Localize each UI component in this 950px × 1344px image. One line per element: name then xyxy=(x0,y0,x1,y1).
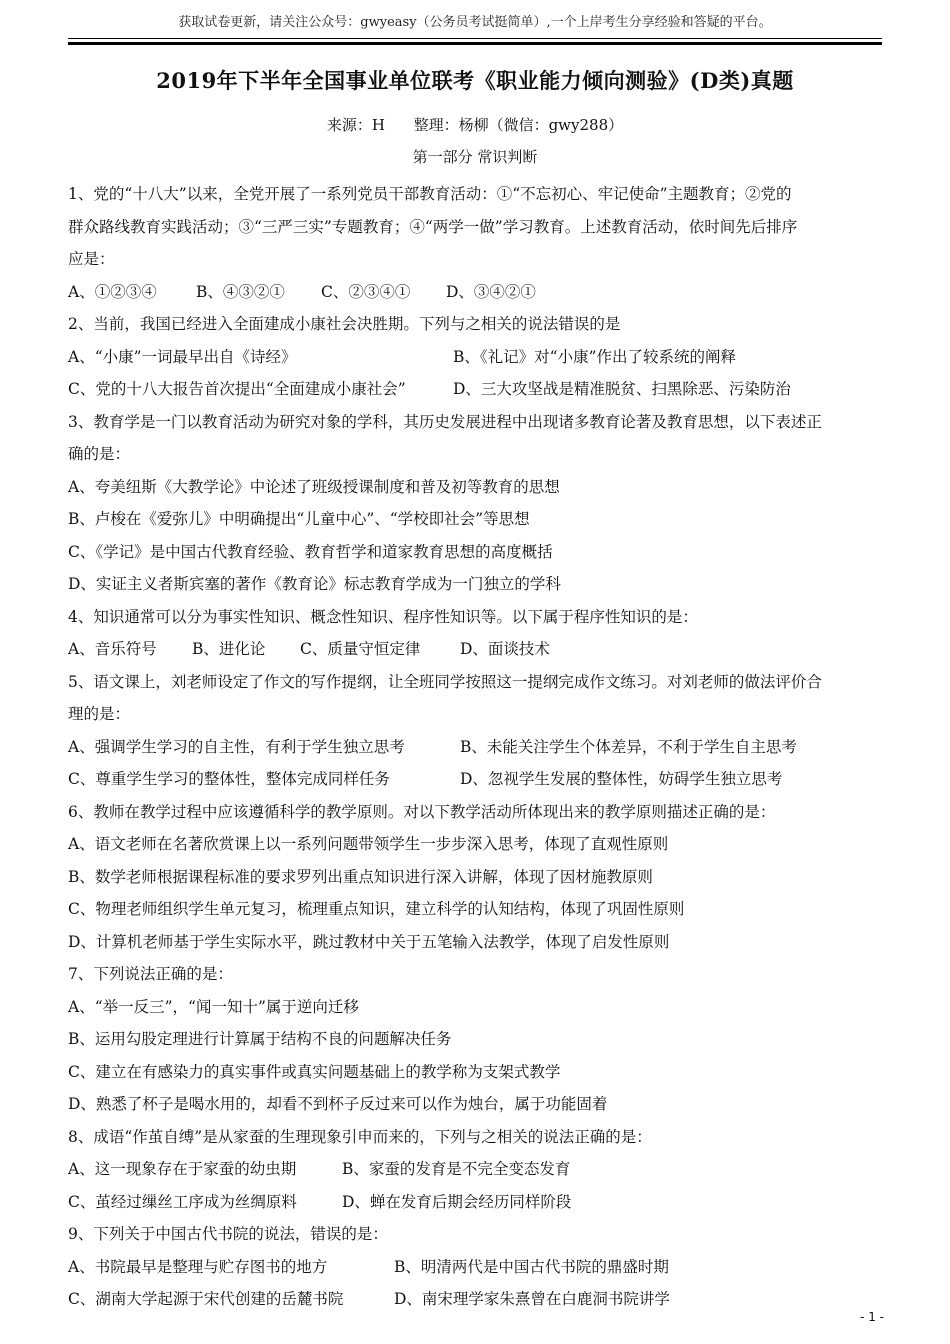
answer-option: B、卢梭在《爱弥儿》中明确提出“儿童中心”、“学校即社会”等思想 xyxy=(68,510,530,528)
answer-option: A、语文老师在名著欣赏课上以一系列问题带领学生一步步深入思考，体现了直观性原则 xyxy=(68,835,669,853)
answer-option: B、运用勾股定理进行计算属于结构不良的问题解决任务 xyxy=(68,1030,452,1048)
answer-option: D、实证主义者斯宾塞的著作《教育论》标志教育学成为一门独立的学科 xyxy=(68,575,561,593)
answer-option: D、南宋理学家朱熹曾在白鹿洞书院讲学 xyxy=(394,1290,670,1308)
answer-option: D、计算机老师基于学生实际水平，跳过教材中关于五笔输入法教学，体现了启发性原则 xyxy=(68,932,670,951)
answer-option: C、《学记》是中国古代教育经验、教育哲学和道家教育思想的高度概括 xyxy=(68,542,553,561)
option-row xyxy=(68,276,882,309)
question-9 xyxy=(68,1218,882,1316)
question-stem-line: 3、教育学是一门以教育活动为研究对象的学科，其历史发展进程中出现诸多教育论著及教育思想，以下表述正 xyxy=(68,412,822,431)
option-row xyxy=(68,926,882,959)
option-row xyxy=(68,1088,882,1121)
answer-option: C、质量守恒定律 xyxy=(300,640,421,658)
option-row xyxy=(68,731,882,764)
document-title: 2019年下半年全国事业单位联考《职业能力倾向测验》(D类)真题 xyxy=(156,68,794,93)
option-row xyxy=(68,633,882,666)
header-note: 获取试卷更新，请关注公众号：gwyeasy（公务员考试挺简单）,一个上岸考生分享经验和答疑的平台。 xyxy=(178,15,772,30)
answer-option: B、④③②① xyxy=(196,282,285,301)
page-number: - 1 - xyxy=(860,1310,884,1324)
option-row xyxy=(68,536,882,569)
question-stem-line: 确的是： xyxy=(68,445,131,463)
answer-option: A、书院最早是整理与贮存图书的地方 xyxy=(68,1257,328,1276)
answer-option: A、这一现象存在于家蚕的幼虫期 xyxy=(68,1160,297,1178)
option-row xyxy=(68,373,882,406)
option-row xyxy=(68,893,882,926)
answer-option: B、数学老师根据课程标准的要求罗列出重点知识进行深入讲解，体现了因材施教原则 xyxy=(68,867,653,886)
option-row xyxy=(68,828,882,861)
answer-option: A、“举一反三”，“闻一知十”属于逆向迁移 xyxy=(68,997,359,1016)
answer-option: A、强调学生学习的自主性，有利于学生独立思考 xyxy=(68,737,405,756)
answer-option: B、进化论 xyxy=(192,640,266,658)
question-4 xyxy=(68,601,882,666)
question-stem-line: 8、成语“作茧自缚”是从家蚕的生理现象引申而来的，下列与之相关的说法正确的是： xyxy=(68,1127,652,1146)
option-row xyxy=(68,1186,882,1219)
answer-option: A、“小康”一词最早出自《诗经》 xyxy=(68,347,297,366)
answer-option: C、党的十八大报告首次提出“全面建成小康社会” xyxy=(68,380,406,398)
question-3 xyxy=(68,406,882,601)
answer-option: A、①②③④ xyxy=(68,282,157,301)
answer-option: C、尊重学生学习的整体性，整体完成同样任务 xyxy=(68,770,390,788)
source-line: 来源：H 整理：杨柳（微信：gwy288） xyxy=(326,116,624,134)
answer-option: C、湖南大学起源于宋代创建的岳麓书院 xyxy=(68,1290,344,1308)
header-rule-thin xyxy=(68,38,882,39)
answer-option: D、面谈技术 xyxy=(460,640,550,658)
answer-option: A、夸美纽斯《大教学论》中论述了班级授课制度和普及初等教育的思想 xyxy=(68,477,560,496)
answer-option: C、茧经过缫丝工序成为丝绸原料 xyxy=(68,1192,297,1211)
question-stem-line: 2、当前，我国已经进入全面建成小康社会决胜期。下列与之相关的说法错误的是 xyxy=(68,315,621,333)
option-row xyxy=(68,1023,882,1056)
option-row xyxy=(68,1283,882,1316)
option-row xyxy=(68,1153,882,1186)
question-stem-line: 5、语文课上，刘老师设定了作文的写作提纲，让全班同学按照这一提纲完成作文练习。对刘老师的做法评价合 xyxy=(68,672,822,691)
question-2 xyxy=(68,308,882,406)
answer-option: D、忽视学生发展的整体性，妨碍学生独立思考 xyxy=(460,770,783,788)
question-8 xyxy=(68,1121,882,1219)
question-stem-line: 理的是： xyxy=(68,705,131,723)
option-row xyxy=(68,1056,882,1089)
question-stem-line: 4、知识通常可以分为事实性知识、概念性知识、程序性知识等。以下属于程序性知识的是： xyxy=(68,607,698,626)
answer-option: D、三大攻坚战是精准脱贫、扫黑除恶、污染防治 xyxy=(453,380,791,398)
answer-option: B、《礼记》对“小康”作出了较系统的阐释 xyxy=(453,347,736,366)
answer-option: A、音乐符号 xyxy=(68,640,157,658)
answer-option: D、熟悉了杯子是喝水用的，却看不到杯子反过来可以作为烛台，属于功能固着 xyxy=(68,1095,608,1113)
question-5 xyxy=(68,666,882,796)
questions-body xyxy=(68,178,882,1316)
answer-option: C、建立在有感染力的真实事件或真实问题基础上的教学称为支架式教学 xyxy=(68,1062,561,1081)
question-1 xyxy=(68,178,882,308)
option-row xyxy=(68,341,882,374)
option-row xyxy=(68,861,882,894)
question-stem-line: 7、下列说法正确的是： xyxy=(68,965,233,983)
question-stem-line: 1、党的“十八大”以来，全党开展了一系列党员干部教育活动：①“不忘初心、牢记使命”主题教育；②党的 xyxy=(68,185,792,203)
answer-option: B、家蚕的发育是不完全变态发育 xyxy=(342,1160,571,1178)
question-7 xyxy=(68,958,882,1121)
option-row xyxy=(68,763,882,796)
option-row xyxy=(68,991,882,1024)
question-6 xyxy=(68,796,882,959)
answer-option: B、明清两代是中国古代书院的鼎盛时期 xyxy=(394,1257,669,1276)
answer-option: B、未能关注学生个体差异，不利于学生自主思考 xyxy=(460,737,797,756)
answer-option: C、物理老师组织学生单元复习，梳理重点知识，建立科学的认知结构，体现了巩固性原则 xyxy=(68,900,685,918)
section-title: 第一部分 常识判断 xyxy=(412,148,538,166)
answer-option: C、②③④① xyxy=(321,282,411,301)
option-row xyxy=(68,503,882,536)
question-stem-line: 9、下列关于中国古代书院的说法，错误的是： xyxy=(68,1225,388,1243)
option-row xyxy=(68,568,882,601)
question-stem-line: 群众路线教育实践活动；③“三严三实”专题教育；④“两学一做”学习教育。上述教育活动，依时间先后排序 xyxy=(68,217,798,236)
header-rule-thick xyxy=(68,42,882,45)
question-stem-line: 应是： xyxy=(68,250,115,268)
answer-option: D、蝉在发育后期会经历同样阶段 xyxy=(342,1192,572,1211)
option-row xyxy=(68,1251,882,1284)
question-stem-line: 6、教师在教学过程中应该遵循科学的教学原则。对以下教学活动所体现出来的教学原则描述正确的是： xyxy=(68,802,776,821)
answer-option: D、③④②① xyxy=(446,282,536,301)
option-row xyxy=(68,471,882,504)
